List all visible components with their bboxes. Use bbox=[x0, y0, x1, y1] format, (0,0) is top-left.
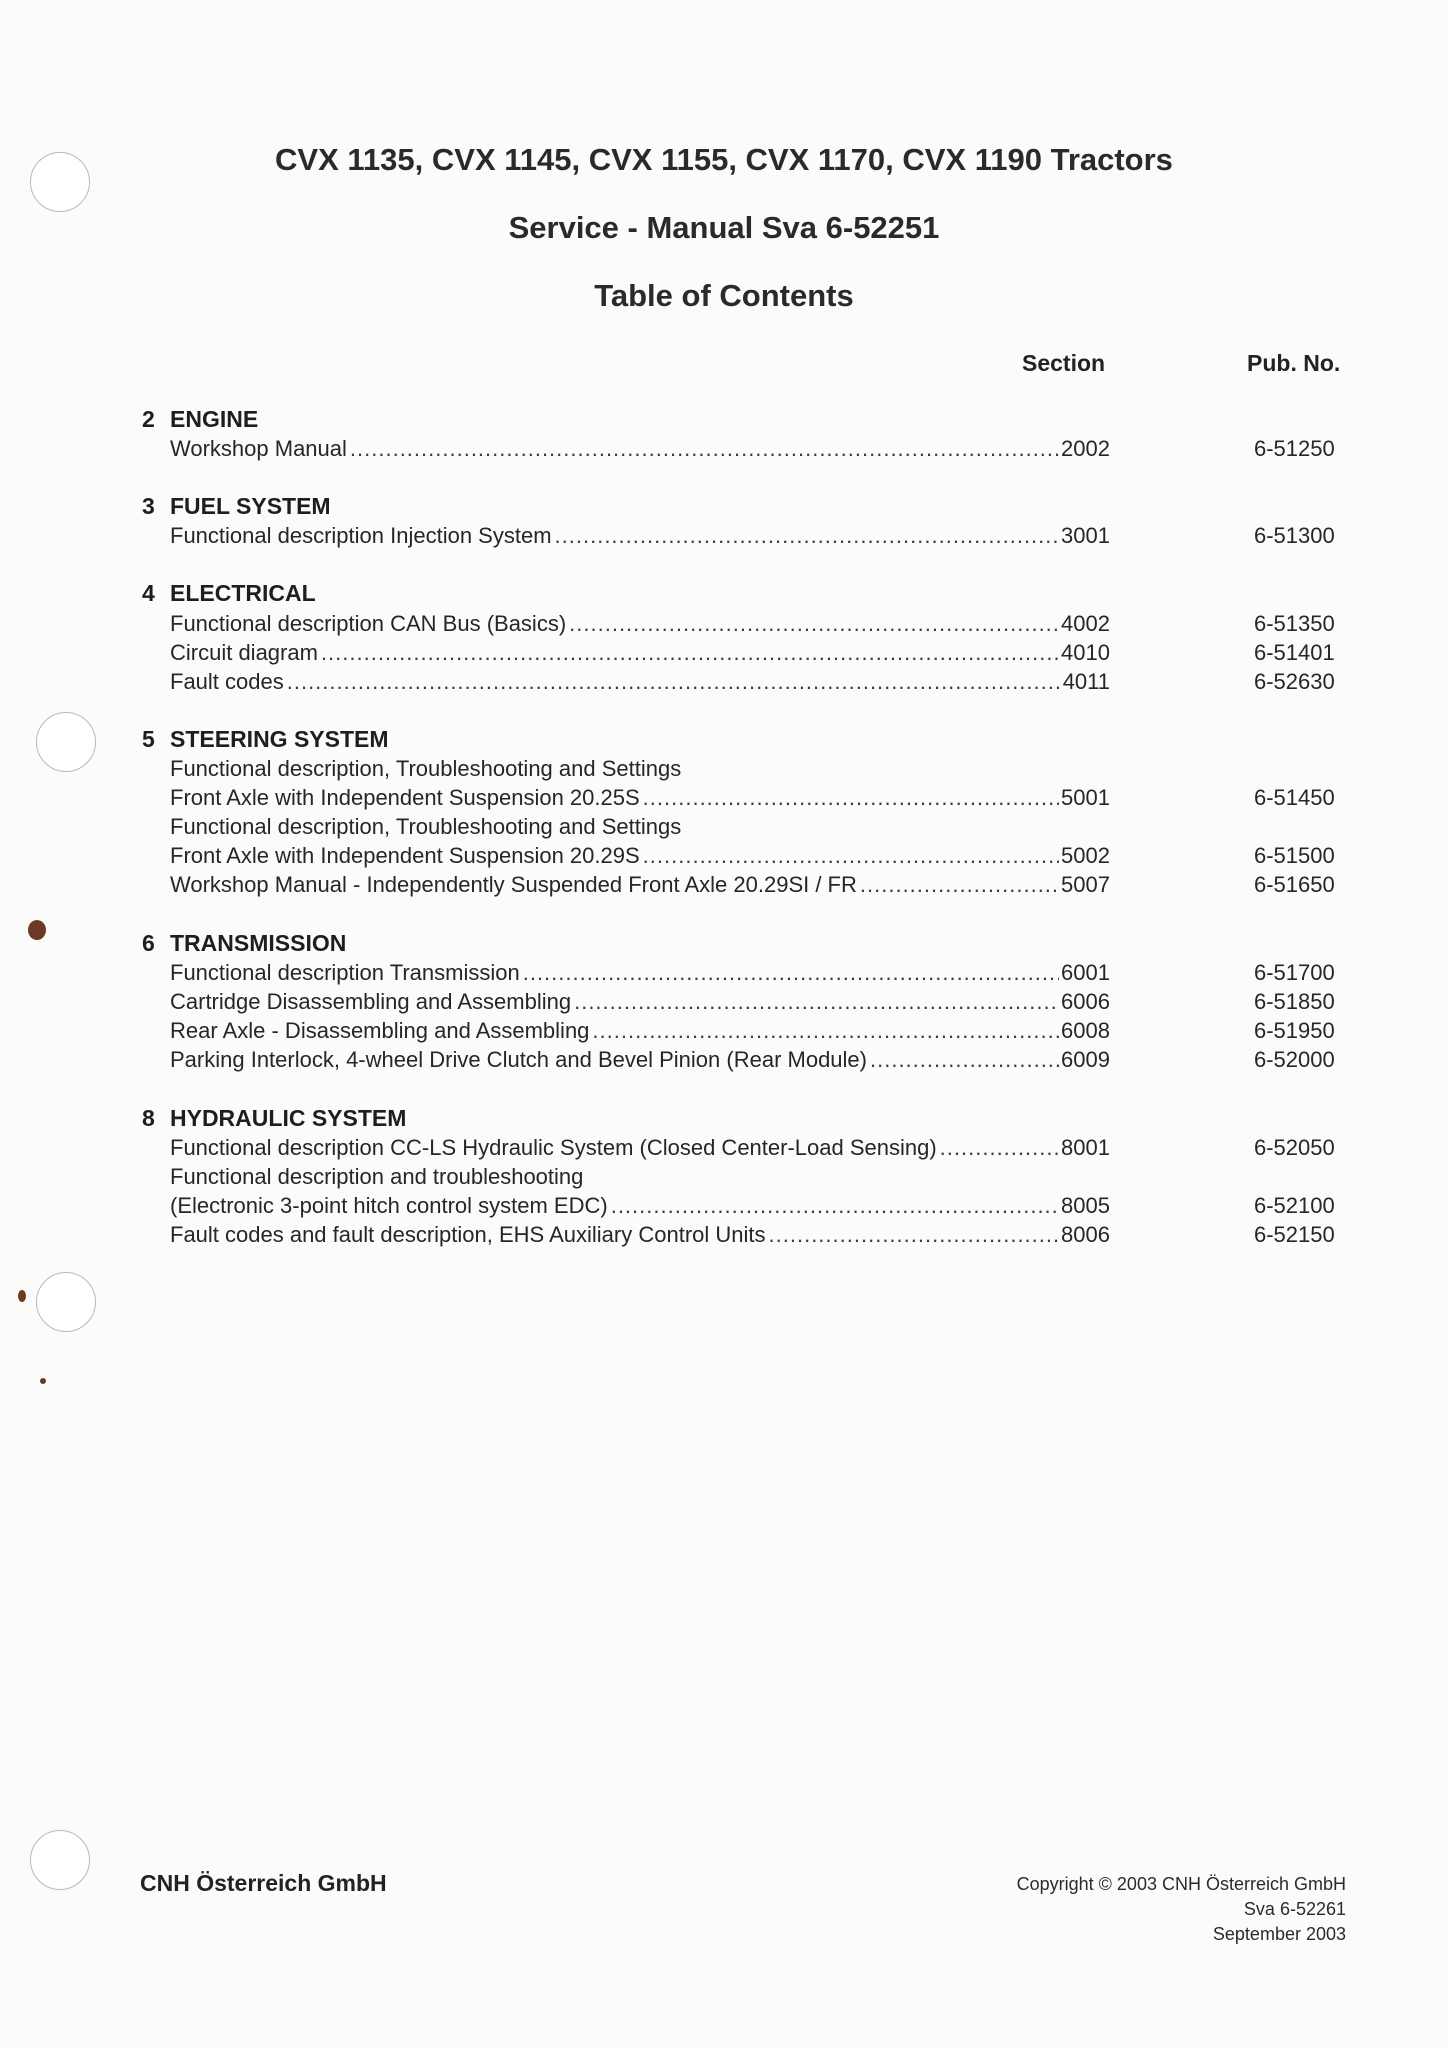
stain-mark bbox=[18, 1290, 26, 1302]
entry-section: 2002 bbox=[1061, 436, 1110, 461]
entry-section: 4010 bbox=[1061, 640, 1110, 665]
entry-label: Workshop Manual bbox=[170, 436, 350, 461]
section-number: 5 bbox=[142, 726, 155, 752]
toc-section-heading bbox=[142, 493, 331, 520]
toc-entry[interactable] bbox=[170, 523, 1335, 552]
entry-section: 8006 bbox=[1061, 1222, 1110, 1247]
entry-label: Functional description CC-LS Hydraulic System (Closed Center-Load Sensing) bbox=[170, 1135, 940, 1160]
entry-pub-no: 6-51300 bbox=[1254, 523, 1335, 548]
document-title: CVX 1135, CVX 1145, CVX 1155, CVX 1170, CVX 1190 Tractors bbox=[275, 142, 1173, 177]
toc-entry[interactable] bbox=[170, 1193, 1335, 1222]
entry-label: Functional description CAN Bus (Basics) bbox=[170, 611, 569, 636]
punch-hole bbox=[36, 712, 96, 772]
section-name: ELECTRICAL bbox=[170, 580, 316, 606]
entry-label: Front Axle with Independent Suspension 20.29S bbox=[170, 843, 643, 868]
entry-section: 5002 bbox=[1061, 843, 1110, 868]
entry-pub-no: 6-51350 bbox=[1254, 611, 1335, 636]
entry-pub-no: 6-52050 bbox=[1254, 1135, 1335, 1160]
toc-entry[interactable] bbox=[170, 669, 1335, 698]
toc-entry[interactable] bbox=[170, 1222, 1335, 1251]
section-number: 6 bbox=[142, 930, 155, 956]
toc-section-heading bbox=[142, 726, 389, 753]
toc-entry[interactable] bbox=[170, 1018, 1335, 1047]
toc-entry[interactable] bbox=[170, 872, 1335, 901]
section-name: FUEL SYSTEM bbox=[170, 493, 331, 519]
toc-entry[interactable] bbox=[170, 611, 1335, 640]
entry-pub-no: 6-52100 bbox=[1254, 1193, 1335, 1218]
toc-entry[interactable] bbox=[170, 843, 1335, 872]
entry-pub-no: 6-52000 bbox=[1254, 1047, 1335, 1072]
entry-pub-no: 6-52150 bbox=[1254, 1222, 1335, 1247]
punch-hole bbox=[36, 1272, 96, 1332]
toc-section-heading bbox=[142, 1105, 406, 1132]
entry-label: Fault codes and fault description, EHS Auxiliary Control Units bbox=[170, 1222, 769, 1247]
entry-pub-no: 6-52630 bbox=[1254, 669, 1335, 694]
section-name: TRANSMISSION bbox=[170, 930, 347, 956]
entry-pub-no: 6-51950 bbox=[1254, 1018, 1335, 1043]
toc-subheading-line: Functional description, Troubleshooting and Settings bbox=[170, 814, 682, 839]
section-number: 3 bbox=[142, 493, 155, 519]
entry-section: 5007 bbox=[1061, 872, 1110, 897]
entry-pub-no: 6-51450 bbox=[1254, 785, 1335, 810]
toc-section-heading bbox=[142, 406, 258, 433]
entry-pub-no: 6-51650 bbox=[1254, 872, 1335, 897]
entry-label: Functional description Injection System bbox=[170, 523, 555, 548]
entry-section: 4002 bbox=[1061, 611, 1110, 636]
entry-label: Rear Axle - Disassembling and Assembling bbox=[170, 1018, 592, 1043]
section-number: 4 bbox=[142, 580, 155, 606]
footer-company: CNH Österreich GmbH bbox=[140, 1870, 387, 1896]
entry-section: 6001 bbox=[1061, 960, 1110, 985]
entry-label: Functional description Transmission bbox=[170, 960, 523, 985]
footer-date: September 2003 bbox=[1212, 1924, 1346, 1944]
section-name: STEERING SYSTEM bbox=[170, 726, 389, 752]
entry-label: Circuit diagram bbox=[170, 640, 321, 665]
toc-entry[interactable] bbox=[170, 960, 1335, 989]
entry-section: 4011 bbox=[1062, 669, 1110, 694]
stain-mark bbox=[28, 920, 46, 940]
entry-pub-no: 6-51850 bbox=[1254, 989, 1335, 1014]
column-header-section: Section bbox=[1022, 350, 1106, 376]
section-name: HYDRAULIC SYSTEM bbox=[170, 1105, 407, 1131]
toc-entry[interactable] bbox=[170, 436, 1335, 465]
entry-section: 5001 bbox=[1061, 785, 1110, 810]
toc-entry[interactable] bbox=[170, 785, 1335, 814]
entry-pub-no: 6-51401 bbox=[1254, 640, 1335, 665]
section-name: ENGINE bbox=[170, 406, 259, 432]
toc-subheading-line: Functional description and troubleshooting bbox=[170, 1164, 584, 1189]
entry-section: 6008 bbox=[1061, 1018, 1110, 1043]
column-header-pub-no: Pub. No. bbox=[1247, 350, 1341, 376]
stain-mark bbox=[40, 1378, 46, 1384]
entry-label: Parking Interlock, 4-wheel Drive Clutch and Bevel Pinion (Rear Module) bbox=[170, 1047, 870, 1072]
entry-section: 6006 bbox=[1061, 989, 1110, 1014]
footer-doc-number: Sva 6-52261 bbox=[1243, 1899, 1346, 1919]
footer-copyright: Copyright © 2003 CNH Österreich GmbH bbox=[1016, 1874, 1346, 1894]
punch-hole bbox=[30, 1830, 90, 1890]
toc-entry[interactable] bbox=[170, 640, 1335, 669]
section-number: 8 bbox=[142, 1105, 155, 1131]
toc-entry[interactable] bbox=[170, 989, 1335, 1018]
entry-pub-no: 6-51250 bbox=[1254, 436, 1335, 461]
toc-subheading-line: Functional description, Troubleshooting and Settings bbox=[170, 756, 682, 781]
toc-section-heading bbox=[142, 930, 346, 957]
entry-label: Cartridge Disassembling and Assembling bbox=[170, 989, 574, 1014]
entry-label: Workshop Manual - Independently Suspended Front Axle 20.29SI / FR bbox=[170, 872, 860, 897]
entry-section: 6009 bbox=[1061, 1047, 1110, 1072]
toc-section-heading bbox=[142, 580, 316, 607]
entry-section: 8005 bbox=[1061, 1193, 1110, 1218]
entry-label: (Electronic 3-point hitch control system EDC) bbox=[170, 1193, 611, 1218]
section-number: 2 bbox=[142, 406, 155, 432]
entry-pub-no: 6-51500 bbox=[1254, 843, 1335, 868]
toc-entry[interactable] bbox=[170, 1135, 1335, 1164]
entry-label: Front Axle with Independent Suspension 20.25S bbox=[170, 785, 643, 810]
toc-entry[interactable] bbox=[170, 1047, 1335, 1076]
entry-section: 3001 bbox=[1061, 523, 1110, 548]
document-subtitle: Service - Manual Sva 6-52251 bbox=[508, 210, 940, 245]
entry-pub-no: 6-51700 bbox=[1254, 960, 1335, 985]
entry-label: Fault codes bbox=[170, 669, 287, 694]
toc-title: Table of Contents bbox=[594, 278, 854, 313]
entry-section: 8001 bbox=[1061, 1135, 1110, 1160]
footer-imprint bbox=[1017, 1872, 1346, 1947]
